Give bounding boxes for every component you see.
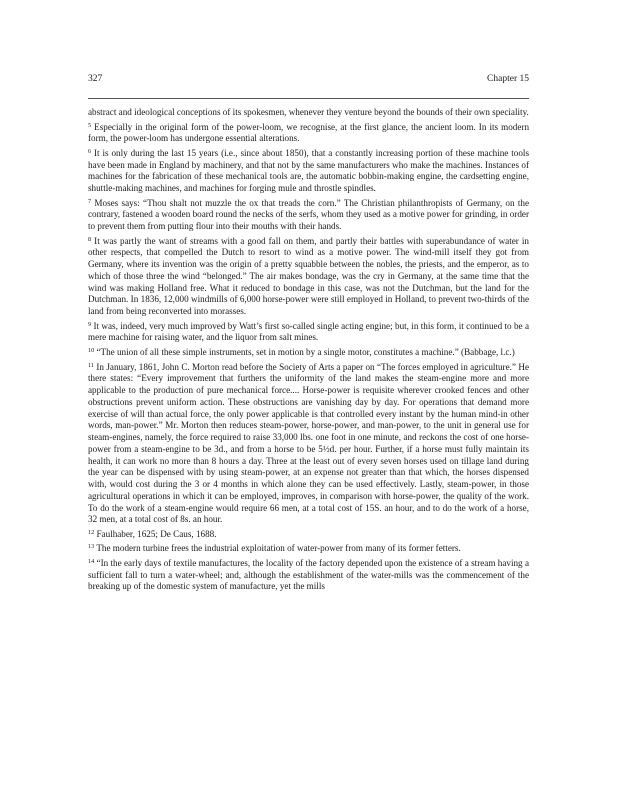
- footnote-14: $^{14}$ “In the early days of textile manufactures, the locality of the factory depended upon the existence of a stream having a sufficient fall to turn a water-wheel; and, although the establishment of the water-mills was the commencement of the breaking up of the domestic system of manufacture, yet the mills: [88, 557, 530, 592]
- footnote-number: 12: [88, 528, 95, 536]
- footnote-number: 7: [88, 197, 92, 205]
- footnote-9: $^9$ It was, indeed, very much improved by Watt’s first so-called single acting engine; but, in this form, it continued to be a mere machine for raising water, and the liquor from salt mines.: [88, 320, 530, 343]
- footnote-13: $^{13}$ The modern turbine frees the industrial exploitation of water-power from many of its former fetters.: [88, 543, 461, 554]
- footnote-6: $^6$ It is only during the last 15 years (i.e., since about 1850), that a constantly increasing portion of these machine tools have been made in England by machinery, and that not by the same manufacturers who make the machines. Instances of machines for the fabrication of these mechanical tools are, the automatic bobbin-making engine, the cardsetting engine, shuttle-making machines, and machines for forging mule and throstle spindles.: [88, 147, 529, 194]
- footnote-continuation: abstract and ideological conceptions of its spokesmen, whenever they venture beyond the bounds of their own speciality.: [88, 107, 529, 117]
- footnote-number: 8: [88, 235, 92, 243]
- footnote-number: 14: [88, 557, 95, 565]
- footnote-number: 9: [88, 320, 92, 328]
- footnote-12: $^{12}$ Faulhaber, 1625; De Caus, 1688.: [88, 528, 217, 539]
- footnotes-body: [88, 107, 529, 596]
- footnote-8: $^8$ It was partly the want of streams with a good fall on them, and partly their battles with superabundance of water in other respects, that compelled the Dutch to resort to wind as a motive power. The wind-mill itself they got from Germany, where its invention was the origin of a pretty squabble between the nobles, the priests, and the emperor, as to which of those three the wind “belonged.” The air makes bondage, was the cry in Germany, at the same time that the wind was making Holland free. What it reduced to bondage in this case, was not the Dutchman, but the land for the Dutchman. In 1836, 12,000 windmills of 6,000 horse-power were still employed in Holland, to prevent two-thirds of the land from being reconverted into morasses.: [88, 235, 529, 317]
- page-number: 327: [88, 74, 103, 84]
- header-rule: [88, 98, 529, 99]
- footnote-number: 13: [88, 543, 95, 551]
- footnote-7: $^7$ Moses says: “Thou shalt not muzzle the ox that treads the corn.” The Christian philanthropists of Germany, on the contrary, fastened a wooden board round the necks of the serfs, whom they used as a motive power for grinding, in order to prevent them from putting flour into their mouths with their hands.: [88, 197, 529, 232]
- footnote-5: $^5$ Especially in the original form of the power-loom, we recognise, at the first glance, the ancient loom. In its modern form, the power-loom has undergone essential alterations.: [88, 121, 530, 144]
- footnote-number: 5: [88, 121, 92, 129]
- chapter-title: Chapter 15: [487, 74, 529, 84]
- footnote-11: $^{11}$ In January, 1861, John C. Morton read before the Society of Arts a paper on “The forces employed in agriculture.” He there states: “Every improvement that furthers the uniformity of the land makes the steam-engine more and more applicable to the production of pure mechanical force.... Horse-power is requisite wherever crooked fences and other obstructions prevent uniform action. These obstructions are vanishing day by day. For operations that demand more exercise of will than actual force, the only power applicable is that controlled every instant by the human mind-in other words, man-power.” Mr. Morton then reduces steam-power, horse-power, and man-power, to the unit in general use for steam-engines, namely, the force required to raise 33,000 lbs. one foot in one minute, and reckons the cost of one horse-power from a steam-engine to be 3d., and from a horse to be 5½d. per hour. Further, if a horse must fully maintain its health, it can work no more than 8 hours a day. Three at the least out of every seven horses used on tillage land during the year can be dispensed with by using steam-power, at an expense not greater than that which, the horses dispensed with, would cost during the 3 or 4 months in which alone they can be used effectively. Lastly, steam-power, in those agricultural operations in which it can be employed, improves, in comparison with horse-power, the quality of the work. To do the work of a steam-engine would require 66 men, at a total cost of 15S. an hour, and to do the work of a horse, 32 men, at a total cost of 8s. an hour.: [88, 361, 530, 525]
- footnote-number: 10: [88, 346, 95, 354]
- footnote-10: $^{10}$ “The union of all these simple instruments, set in motion by a single motor, constitutes a machine.” (Babbage, l.c.): [88, 346, 515, 358]
- footnote-number: 11: [88, 361, 94, 369]
- footnote-number: 6: [88, 147, 92, 155]
